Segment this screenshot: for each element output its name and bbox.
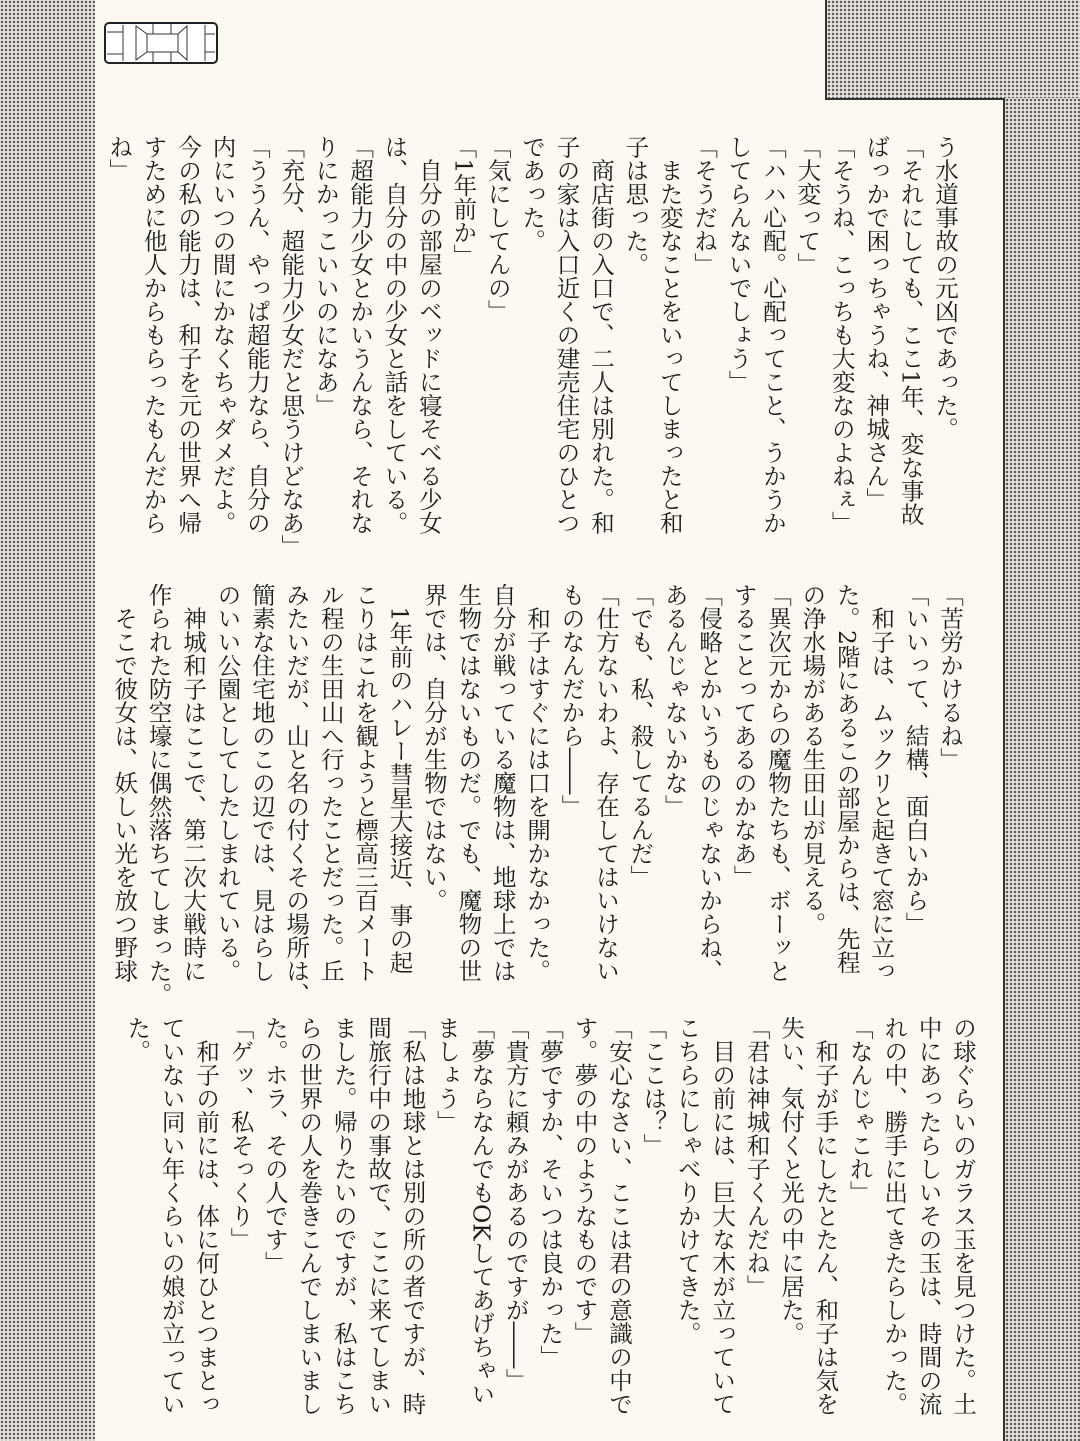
text-column: 和子はすぐには口を開かなかった。 — [523, 583, 552, 983]
text-column: ましょう」 — [432, 1016, 461, 1134]
text-column: 「ハハ心配。心配ってこと、うかうか — [758, 135, 787, 535]
text-column: 作られた防空壕に偶然落ちてしまった。 — [144, 583, 173, 1006]
text-column: すために他人からもらったもんだから — [139, 135, 168, 535]
text-column: あるんじゃないかな」 — [660, 583, 689, 818]
text-column: 「いいって、結構、面白いから」 — [901, 583, 930, 936]
text-column: は、自分の中の少女と話をしている。 — [380, 135, 409, 535]
text-column: みたいだが、山と名の付くその場所は、 — [282, 583, 311, 1006]
text-column: の浄水場がある生田山が見える。 — [798, 583, 827, 936]
text-column: 自分の部屋のベッドに寝そべる少女 — [414, 135, 443, 535]
text-column: ものなんだから――」 — [557, 583, 586, 818]
text-column: らの世界の人を巻きこんでしまいまし — [295, 1016, 324, 1416]
text-column: してらんないでしょう」 — [724, 135, 753, 394]
text-column: 商店街の入口で、二人は別れた。和 — [586, 135, 615, 535]
text-column: 「君は神城和子くんだね」 — [742, 1016, 771, 1298]
text-column: ル程の生田山へ行ったことだった。丘 — [316, 583, 345, 983]
text-column: 「大変って」 — [793, 135, 822, 276]
text-column: ました。帰りたいのですが、私はこち — [329, 1016, 358, 1416]
text-column: す。夢の中のようなものです」 — [570, 1016, 599, 1345]
halftone-corner-top-right — [825, 0, 1080, 100]
text-column: 「ゲッ、私そっくり」 — [226, 1016, 255, 1251]
car-illustration-icon — [103, 20, 219, 66]
text-column: 「ここは？」 — [639, 1016, 668, 1157]
text-column: 子の家は入口近くの建売住宅のひとつ — [552, 135, 581, 535]
text-column: 今の私の能力は、和子を元の世界へ帰 — [174, 135, 203, 535]
text-column: 「そうだね」 — [690, 135, 719, 276]
text-column: 神城和子はここで、第二次大戦時に — [179, 583, 208, 983]
text-column: こちらにしゃべりかけてきた。 — [673, 1016, 702, 1345]
text-column: また変なことをいってしまったと和 — [655, 135, 684, 535]
text-column: 間旅行中の事故で、ここに来てしまい — [364, 1016, 393, 1416]
text-column: 「安心なさい、ここは君の意識の中で — [604, 1016, 633, 1416]
text-column: 「そうね、こっちも大変なのよねぇ」 — [827, 135, 856, 535]
text-column: 生物ではないものだ。でも、魔物の世 — [454, 583, 483, 983]
text-column: のいい公園としてしたしまれている。 — [213, 583, 242, 983]
halftone-border-left — [0, 0, 95, 1441]
text-column: 「気にしてんの」 — [483, 135, 512, 323]
text-column: た。 — [123, 1016, 152, 1063]
text-column: 和子の前には、体に何ひとつまとっ — [192, 1016, 221, 1416]
text-column: することってあるのかなあ」 — [729, 583, 758, 889]
text-column: 「私は地球とは別の所の者ですが、時 — [398, 1016, 427, 1416]
text-column: 「超能力少女とかいうんなら、それな — [346, 135, 375, 535]
text-column: ね」 — [105, 135, 134, 182]
text-column: の球ぐらいのガラス玉を見つけた。土 — [949, 1016, 977, 1416]
text-column: 1年前のハレー彗星大接近、事の起 — [385, 583, 414, 974]
text-column: りにかっこいいのになあ」 — [311, 135, 340, 417]
text-block-upper — [102, 135, 962, 565]
halftone-border-right — [1003, 98, 1080, 1441]
text-block-lower — [120, 1016, 980, 1426]
text-column: 「でも、私、殺してるんだ」 — [626, 583, 655, 889]
text-column: 「仕方ないわよ、存在してはいけない — [591, 583, 620, 983]
text-column: であった。 — [518, 135, 547, 253]
text-column: 中にあったらしいその玉は、時間の流 — [914, 1016, 943, 1416]
text-column: そこで彼女は、妖しい光を放つ野球 — [110, 583, 139, 983]
text-column: た。2階にあるこの部屋からは、先程 — [832, 583, 861, 974]
text-column: 「それにしても、ここ1年、変な事故 — [896, 135, 925, 526]
text-column: 「なんじゃこれ」 — [845, 1016, 874, 1204]
text-column: 「貴方に頼みがあるのですが――」 — [501, 1016, 530, 1392]
text-column: 「夢ならなんでもOKしてあげちゃい — [467, 1016, 496, 1406]
text-column: た。ホラ、その人です」 — [260, 1016, 289, 1275]
text-column: ていない同い年くらいの娘が立ってい — [157, 1016, 186, 1416]
text-block-middle — [107, 583, 967, 1013]
text-column: 子は思った。 — [621, 135, 650, 276]
text-column: 「苦労かけるね」 — [936, 583, 964, 771]
text-column: 内にいつの間にかなくちゃダメだよ。 — [208, 135, 237, 535]
text-column: 和子は、ムックリと起きて窓に立っ — [867, 583, 896, 983]
text-column: 目の前には、巨大な木が立っていて — [708, 1016, 737, 1416]
text-column: 「異次元からの魔物たちも、ボーッと — [763, 583, 792, 983]
text-column: 「充分、超能力少女だと思うけどなあ」 — [277, 135, 306, 558]
text-column: 和子が手にしたとたん、和子は気を — [811, 1016, 840, 1416]
text-column: 自分が戦っている魔物は、地球上では — [488, 583, 517, 983]
text-column: 失い、気付くと光の中に居た。 — [776, 1016, 805, 1345]
text-column: れの中、勝手に出てきたらしかった。 — [880, 1016, 909, 1416]
text-column: 「1年前か」 — [449, 135, 478, 268]
text-column: 「夢ですか、そいつは良かった」 — [536, 1016, 565, 1369]
text-column: 界では、自分が生物ではない。 — [419, 583, 448, 912]
text-column: 「ううん、やっぱ超能力なら、自分の — [242, 135, 271, 535]
text-column: ばっかで困っちゃうね、神城さん」 — [862, 135, 891, 511]
text-column: 簡素な住宅地のこの辺では、見はらし — [247, 583, 276, 983]
text-column: こりはこれを観ようと標高三百メート — [351, 583, 380, 983]
text-column: 「侵略とかいうものじゃないからね、 — [695, 583, 724, 983]
text-column: う水道事故の元凶であった。 — [931, 135, 959, 441]
